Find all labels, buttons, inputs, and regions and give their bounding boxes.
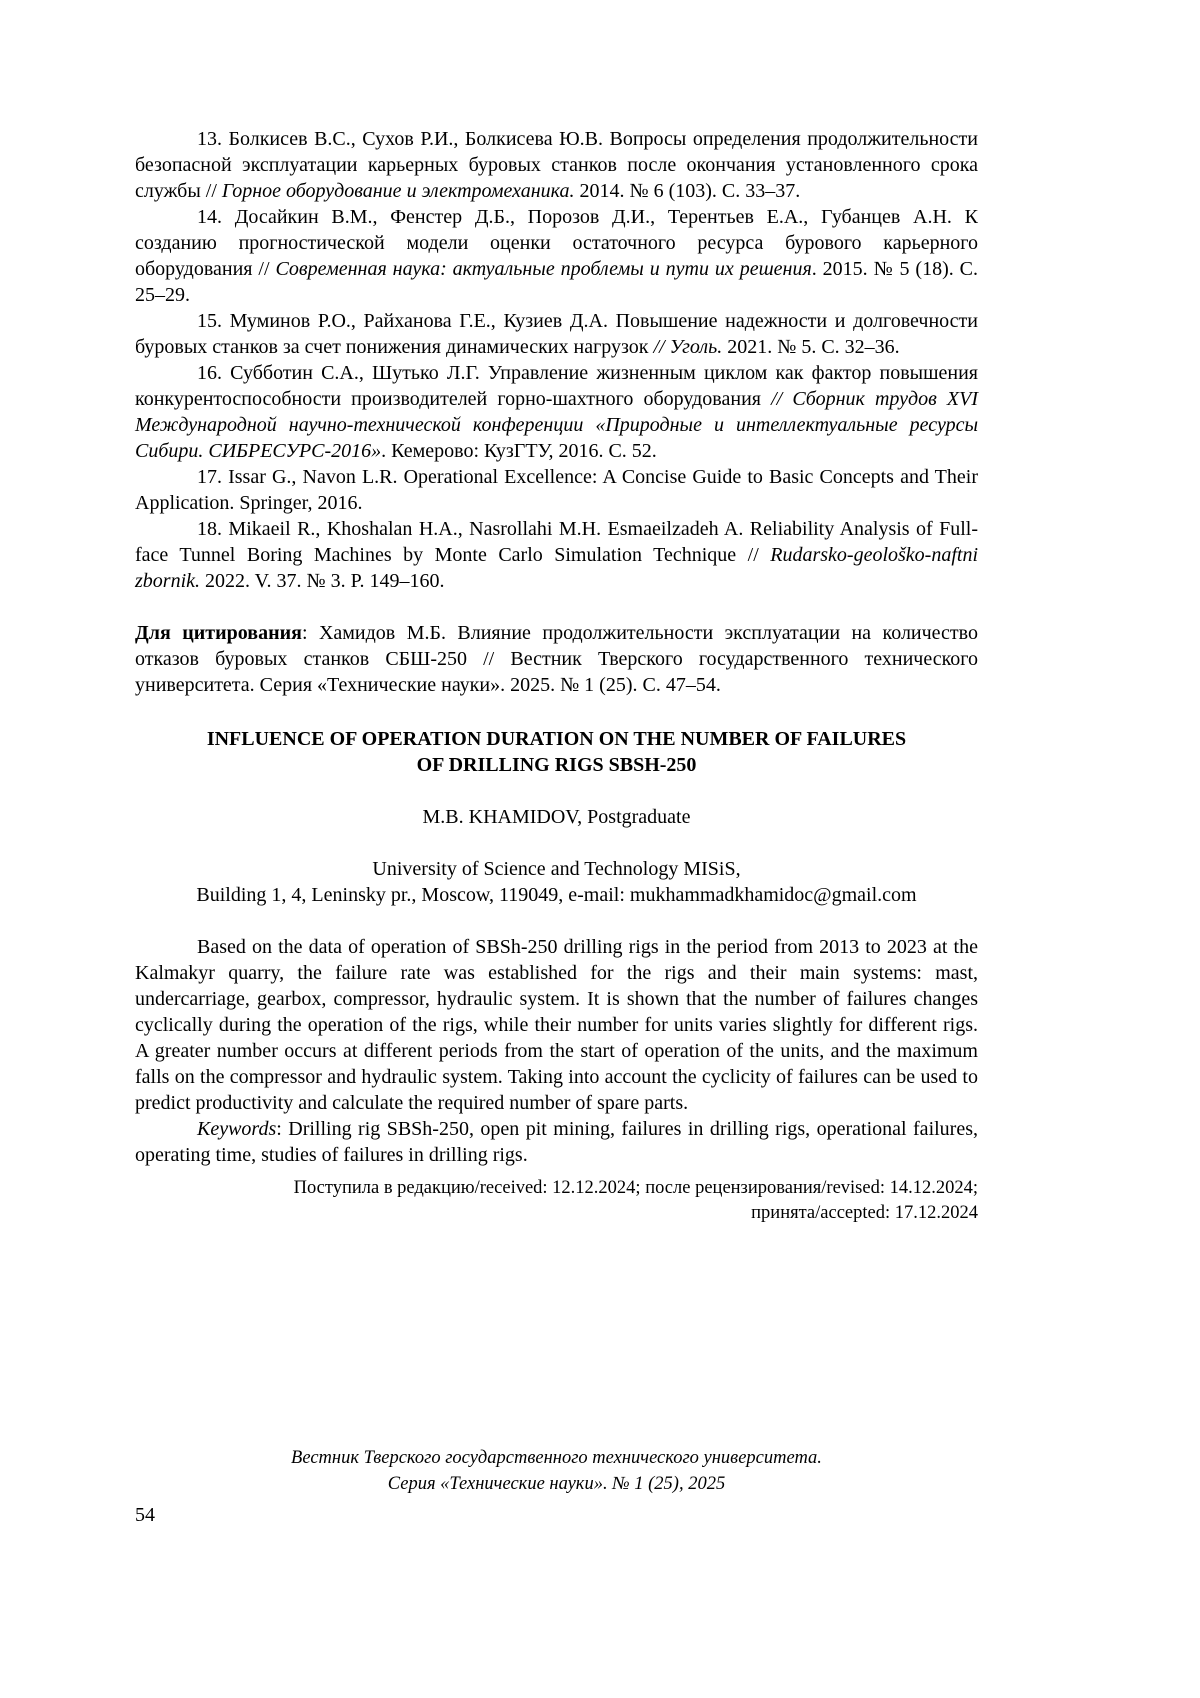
reference-source-title: // Уголь. [653,336,723,358]
reference-item [135,308,978,360]
reference-source-title: Горное оборудование и электромеханика. [221,180,575,202]
title-line-2: OF DRILLING RIGS SBSH-250 [416,754,697,776]
received-line-1: Поступила в редакцию/received: 12.12.2024; после рецензирования/revised: 14.12.2024; [293,1178,978,1198]
reference-text: . 2015. № 5 (18). С. 25–29. [135,258,978,306]
title-line-1: INFLUENCE OF OPERATION DURATION ON THE NUMBER OF FAILURES [206,728,907,750]
reference-text: 14. Досайкин В.М., Фенстер Д.Б., Порозов Д.И., Терентьев Е.А., Губанцев А.Н. К созданию прогностической модели оценки остаточного ресурса бурового карьерного оборудования // [135,206,978,280]
keywords-text: : Drilling rig SBSh-250, open pit mining, failures in drilling rigs, operational failures, operating time, studies of failures in drilling rigs. [135,1118,978,1166]
citation-paragraph [135,620,978,698]
author-line: M.B. KHAMIDOV, Postgraduate [422,806,691,828]
keywords-label: Keywords [197,1118,277,1140]
citation-label: Для цитирования [135,622,302,644]
reference-text: 2022. V. 37. № 3. P. 149–160. [200,570,445,592]
citation-text: : Хамидов М.Б. Влияние продолжительности эксплуатации на количество отказов буровых станков СБШ-250 // Вестник Тверского государственного технического университета. Серия «Технические науки». 2025. № 1 (25). С. 47–54. [135,622,978,696]
footer-line-1: Вестник Тверского государственного технического университета. [291,1448,822,1468]
received-dates [135,1176,978,1226]
reference-item [135,516,978,594]
footer-line-2: Серия «Технические науки». № 1 (25), 2025 [387,1474,726,1494]
article-title-en [135,726,978,778]
reference-text: 16. Субботин С.А., Шутько Л.Г. Управление жизненным циклом как фактор повышения конкурентоспособности производителей горно-шахтного оборудования [135,362,978,410]
reference-text: 2021. № 5. С. 32–36. [722,336,900,358]
reference-source-title: Rudarsko-geološko-naftni zbornik. [135,544,978,592]
references-list [135,126,978,594]
reference-text: 2014. № 6 (103). С. 33–37. [574,180,801,202]
abstract-paragraph: Based on the data of operation of SBSh-250 drilling rigs in the period from 2013 to 2023 at the Kalmakyr quarry, the failure rate was established for the rigs and their main systems: mast, undercarriage, gearbox, compressor, hydraulic system. It is shown that the number of failures changes cyclically during the operation of the rigs, while their number for units varies slightly for different rigs. A greater number occurs at different periods from the start of operation of the units, and the maximum falls on the compressor and hydraulic system. Taking into account the cyclicity of failures can be used to predict productivity and calculate the required number of spare parts. [135,936,978,1114]
affiliation-line-1: University of Science and Technology MISiS, [372,858,741,880]
reference-item [135,360,978,464]
reference-text: 15. Муминов Р.О., Райханова Г.Е., Кузиев Д.А. Повышение надежности и долговечности буровых станков за счет понижения динамических нагрузок [135,310,978,358]
page-number: 54 [135,1504,155,1526]
reference-text: 17. Issar G., Navon L.R. Operational Excellence: A Concise Guide to Basic Concepts and Their Application. Springer, 2016. [135,466,978,514]
journal-footer [135,1445,978,1497]
affiliation [135,856,978,908]
reference-text: 13. Болкисев В.С., Сухов Р.И., Болкисева Ю.В. Вопросы определения продолжительности безопасной эксплуатации карьерных буровых станков после окончания установленного срока службы // [135,128,978,202]
reference-source-title: // Сборник трудов XVI Международной научно-технической конференции «Природные и интеллектуальные ресурсы Сибири. СИБРЕСУРС-2016» [135,388,978,462]
reference-item [135,204,978,308]
reference-item [135,126,978,204]
reference-source-title: Современная наука: актуальные проблемы и пути их решения [275,258,812,280]
affiliation-line-2: Building 1, 4, Leninsky pr., Moscow, 119049, e-mail: mukhammadkhamidoc@gmail.com [196,884,917,906]
keywords-paragraph [135,1116,978,1168]
reference-text: 18. Mikaeil R., Khoshalan H.A., Nasrollahi M.H. Esmaeilzadeh A. Reliability Analysis of Full-face Tunnel Boring Machines by Monte Carlo Simulation Technique // [135,518,978,566]
reference-item [135,464,978,516]
reference-text: . Кемерово: КузГТУ, 2016. С. 52. [381,440,657,462]
received-line-2: принята/accepted: 17.12.2024 [751,1203,978,1223]
